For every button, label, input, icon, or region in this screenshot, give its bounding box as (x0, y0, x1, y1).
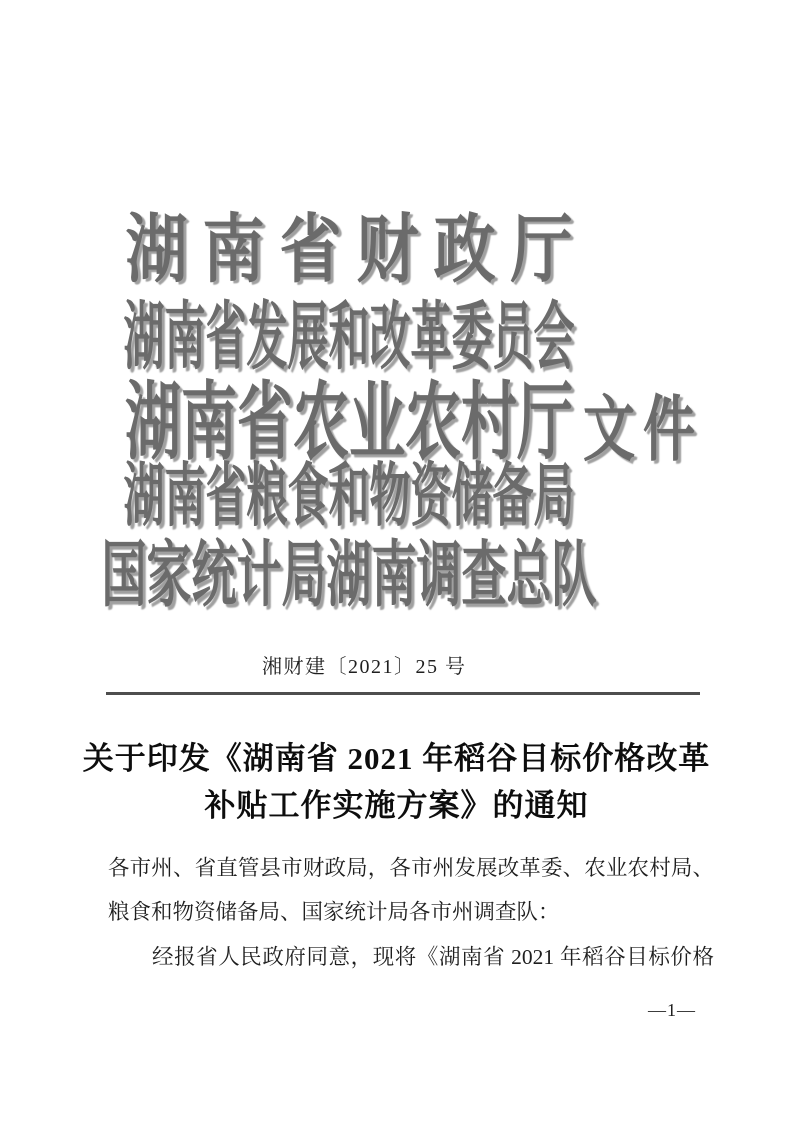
letterhead-agency-finance (123, 210, 588, 292)
document-type-text: 文件 (583, 391, 704, 471)
letterhead-agency-grain-reserve (123, 456, 575, 534)
letterhead-agency-statistics-survey (101, 535, 597, 616)
body-recipients-line1: 各市州、省直管县市财政局，各市州发展改革委、农业农村局、 (108, 856, 714, 880)
body-paragraph-line1: 经报省人民政府同意，现将《湖南省 2021 年稻谷目标价格 (152, 945, 714, 969)
agency-name-text: 湖南省财政厅 (125, 210, 588, 292)
agency-name-text: 湖南省粮食和物资储备局 (123, 456, 575, 534)
document-type-label (583, 391, 704, 471)
document-reference-number: 湘财建〔2021〕25 号 (262, 656, 467, 678)
document-title (0, 735, 793, 829)
agency-name-text: 湖南省农业农村厅 (125, 376, 573, 472)
agency-name-text: 湖南省发展和改革委员会 (123, 294, 575, 378)
document-title-line1: 关于印发《湖南省 2021 年稻谷目标价格改革 (82, 741, 711, 776)
letterhead-agency-agriculture (123, 376, 575, 472)
page-number: —1— (648, 1000, 696, 1020)
letterhead-agency-development-reform (123, 294, 575, 378)
letterhead-divider-rule (106, 692, 700, 695)
document-title-line2: 补贴工作实施方案》的通知 (204, 788, 589, 823)
agency-name-text: 国家统计局湖南调查总队 (101, 535, 597, 616)
body-recipients-line2: 粮食和物资储备局、国家统计局各市州调查队： (108, 900, 560, 924)
